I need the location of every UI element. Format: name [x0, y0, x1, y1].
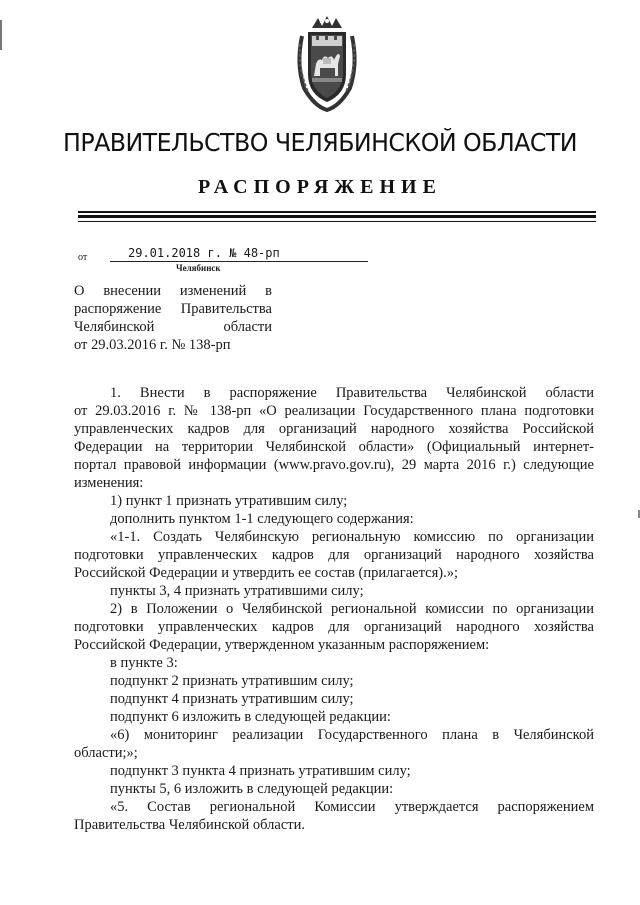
body-line: портал правовой информации (www.pravo.gov.ru), 29 марта 2016 г.) следующие	[74, 457, 594, 473]
body-line: «6) мониторинг реализации Государственного плана в Челябинской	[110, 727, 594, 743]
body-line: подпункт 2 признать утратившим силу;	[110, 673, 354, 689]
body-line: «5. Состав региональной Комиссии утверждается распоряжением	[110, 799, 594, 815]
header-rule	[78, 215, 596, 218]
body-line: области;»;	[74, 745, 138, 761]
body-line: «1-1. Создать Челябинскую региональную комиссию по организации	[110, 529, 594, 545]
body-line: 1. Внести в распоряжение Правительства Челябинской области	[110, 385, 594, 401]
document-type-heading: РАСПОРЯЖЕНИЕ	[198, 176, 442, 198]
body-line: подпункт 3 пункта 4 признать утратившим силу;	[110, 763, 411, 779]
body-line: управленческих кадров для организаций народного хозяйства Российской	[74, 421, 594, 437]
body-line: подготовки управленческих кадров для организаций народного хозяйства	[74, 619, 594, 635]
date-prefix: от	[78, 252, 88, 263]
body-line: 1) пункт 1 признать утратившим силу;	[110, 493, 348, 509]
government-title: ПРАВИТЕЛЬСТВО ЧЕЛЯБИНСКОЙ ОБЛАСТИ	[63, 128, 577, 157]
body-line: Российской Федерации, утвержденном указанным распоряжением:	[74, 637, 490, 653]
header-rule	[78, 221, 596, 222]
header-rule	[78, 211, 596, 213]
body-line: Российской Федерации и утвердить ее состав (прилагается).»;	[74, 565, 458, 581]
subject-line: от 29.03.2016 г. № 138-рп	[74, 337, 231, 353]
scan-edge-mark	[0, 20, 2, 50]
date-and-number: 29.01.2018 г. № 48-рп	[110, 246, 368, 262]
coat-of-arms-icon	[292, 14, 362, 114]
body-line: дополнить пунктом 1-1 следующего содержания:	[110, 511, 414, 527]
subject-line: О внесении изменений в	[74, 283, 272, 299]
subject-line: распоряжение Правительства	[74, 301, 272, 317]
body-line: в пункте 3:	[110, 655, 178, 671]
body-line: подготовки управленческих кадров для организаций народного хозяйства	[74, 547, 594, 563]
document-body	[74, 384, 594, 834]
subject-line: Челябинской области	[74, 319, 272, 335]
body-line: 2) в Положении о Челябинской региональной комиссии по организации	[110, 601, 594, 617]
city-label: Челябинск	[176, 263, 221, 273]
body-line: подпункт 6 изложить в следующей редакции:	[110, 709, 391, 725]
body-line: Федерации на территории Челябинской области» (Официальный интернет-	[74, 439, 594, 455]
body-line: от 29.03.2016 г. № 138-рп «О реализации Государственного плана подготовки	[74, 403, 594, 419]
body-line: пункты 3, 4 признать утратившими силу;	[110, 583, 364, 599]
body-line: пункты 5, 6 изложить в следующей редакции:	[110, 781, 394, 797]
body-line: подпункт 4 признать утратившим силу;	[110, 691, 354, 707]
body-line: изменения:	[74, 475, 144, 491]
body-line: Правительства Челябинской области.	[74, 817, 306, 833]
document-subject	[74, 282, 272, 354]
